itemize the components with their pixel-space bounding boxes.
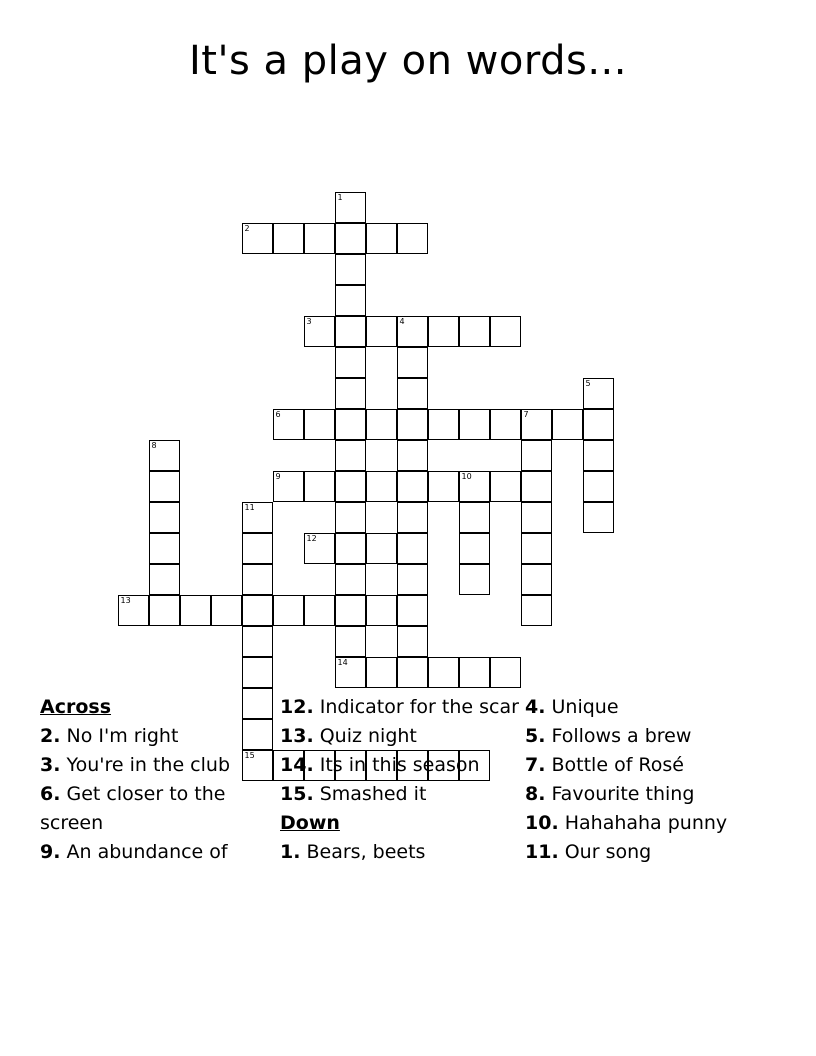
crossword-cell[interactable] (149, 440, 180, 471)
crossword-cell[interactable] (459, 471, 490, 502)
clue-number: 4. (525, 696, 546, 718)
crossword-cell[interactable] (521, 595, 552, 626)
clue-text: Hahahaha punny (564, 812, 728, 834)
crossword-cell[interactable] (149, 564, 180, 595)
clue-down-4 (525, 693, 775, 722)
crossword-cell[interactable] (273, 595, 304, 626)
crossword-cell[interactable] (428, 409, 459, 440)
crossword-cell[interactable] (335, 471, 366, 502)
crossword-cell[interactable] (335, 347, 366, 378)
clue-number: 13. (280, 725, 314, 747)
crossword-cell[interactable] (397, 316, 428, 347)
crossword-cell[interactable] (366, 657, 397, 688)
clue-text: Its in this season (319, 754, 480, 776)
clue-down-1 (280, 838, 525, 867)
crossword-cell[interactable] (521, 533, 552, 564)
cell-number: 6 (275, 410, 281, 419)
crossword-cell[interactable] (304, 471, 335, 502)
clue-number: 11. (525, 841, 559, 863)
crossword-cell[interactable] (397, 409, 428, 440)
crossword-cell[interactable] (583, 409, 614, 440)
crossword-cell[interactable] (366, 223, 397, 254)
crossword-cell[interactable] (304, 316, 335, 347)
crossword-cell[interactable] (521, 564, 552, 595)
crossword-cell[interactable] (335, 564, 366, 595)
clue-text: Bottle of Rosé (551, 754, 684, 776)
clue-number: 7. (525, 754, 546, 776)
crossword-cell[interactable] (242, 533, 273, 564)
crossword-cell[interactable] (335, 409, 366, 440)
crossword-cell[interactable] (335, 285, 366, 316)
crossword-cell[interactable] (428, 471, 459, 502)
crossword-cell[interactable] (397, 378, 428, 409)
crossword-cell[interactable] (149, 533, 180, 564)
crossword-cell[interactable] (149, 471, 180, 502)
clue-text: An abundance of (66, 841, 228, 863)
crossword-cell[interactable] (273, 471, 304, 502)
crossword-cell[interactable] (242, 502, 273, 533)
crossword-cell[interactable] (242, 626, 273, 657)
cell-number: 7 (523, 410, 529, 419)
crossword-cell[interactable] (490, 471, 521, 502)
crossword-cell[interactable] (552, 409, 583, 440)
page-title: It's a play on words... (188, 38, 627, 84)
crossword-cell[interactable] (304, 409, 335, 440)
crossword-cell[interactable] (242, 564, 273, 595)
crossword-cell[interactable] (273, 409, 304, 440)
crossword-cell[interactable] (583, 440, 614, 471)
clues-column-3 (525, 693, 775, 867)
crossword-cell[interactable] (335, 440, 366, 471)
clue-text: You're in the club (66, 754, 231, 776)
clue-text: Favourite thing (551, 783, 695, 805)
crossword-cell[interactable] (304, 533, 335, 564)
clue-across-15 (280, 780, 525, 809)
crossword-cell[interactable] (366, 409, 397, 440)
clue-number: 8. (525, 783, 546, 805)
crossword-cell[interactable] (180, 595, 211, 626)
crossword-cell[interactable] (428, 657, 459, 688)
cell-number: 13 (120, 596, 131, 605)
crossword-cell[interactable] (397, 347, 428, 378)
clue-number: 14. (280, 754, 314, 776)
crossword-cell[interactable] (583, 502, 614, 533)
crossword-cell[interactable] (521, 471, 552, 502)
across-heading: Across (40, 696, 112, 718)
crossword-cell[interactable] (335, 192, 366, 223)
crossword-cell[interactable] (397, 223, 428, 254)
cell-number: 5 (585, 379, 591, 388)
crossword-cell[interactable] (459, 316, 490, 347)
clue-text: Follows a brew (551, 725, 692, 747)
clues-section (0, 693, 816, 867)
crossword-cell[interactable] (521, 502, 552, 533)
clue-text: No I'm right (66, 725, 179, 747)
crossword-cell[interactable] (149, 502, 180, 533)
crossword-cell[interactable] (428, 316, 459, 347)
cell-number: 11 (244, 503, 255, 512)
crossword-cell[interactable] (397, 626, 428, 657)
crossword-cell[interactable] (273, 223, 304, 254)
clue-across-13 (280, 722, 525, 751)
cell-number: 15 (244, 751, 255, 760)
clue-number: 5. (525, 725, 546, 747)
cell-number: 12 (306, 534, 317, 543)
clue-number: 15. (280, 783, 314, 805)
crossword-cell[interactable] (459, 533, 490, 564)
clue-text: Indicator for the scar (319, 696, 519, 718)
crossword-cell[interactable] (335, 254, 366, 285)
clue-down-11 (525, 838, 775, 867)
clue-across-12 (280, 693, 525, 722)
crossword-cell[interactable] (335, 223, 366, 254)
crossword-cell[interactable] (242, 595, 273, 626)
crossword-cell[interactable] (304, 223, 335, 254)
clue-number: 6. (40, 783, 61, 805)
clue-text: Bears, beets (306, 841, 426, 863)
clue-across-3 (40, 751, 280, 780)
cell-number: 8 (151, 441, 157, 450)
crossword-cell[interactable] (490, 657, 521, 688)
clue-text: Get closer to the screen (40, 783, 226, 834)
clue-text: Unique (551, 696, 619, 718)
clue-down-10 (525, 809, 775, 838)
crossword-cell[interactable] (397, 564, 428, 595)
crossword-cell[interactable] (459, 502, 490, 533)
clue-text: Our song (564, 841, 652, 863)
crossword-cell[interactable] (583, 471, 614, 502)
crossword-cell[interactable] (397, 533, 428, 564)
clues-column-1 (40, 693, 280, 867)
cell-number: 3 (306, 317, 312, 326)
crossword-cell[interactable] (304, 595, 335, 626)
crossword-cell[interactable] (583, 378, 614, 409)
crossword-cell[interactable] (397, 440, 428, 471)
crossword-cell[interactable] (335, 657, 366, 688)
clue-across-6 (40, 780, 280, 838)
clue-down-8 (525, 780, 775, 809)
crossword-cell[interactable] (118, 595, 149, 626)
crossword-cell[interactable] (490, 316, 521, 347)
clue-across-9 (40, 838, 280, 867)
clue-down-5 (525, 722, 775, 751)
crossword-cell[interactable] (459, 409, 490, 440)
crossword-cell[interactable] (335, 502, 366, 533)
cell-number: 9 (275, 472, 281, 481)
crossword-cell[interactable] (242, 657, 273, 688)
crossword-cell[interactable] (397, 502, 428, 533)
crossword-cell[interactable] (335, 595, 366, 626)
crossword-cell[interactable] (490, 409, 521, 440)
crossword-cell[interactable] (459, 657, 490, 688)
crossword-cell[interactable] (149, 595, 180, 626)
clue-text: Smashed it (319, 783, 427, 805)
crossword-cell[interactable] (242, 223, 273, 254)
clues-column-2 (280, 693, 525, 867)
crossword-cell[interactable] (521, 409, 552, 440)
crossword-cell[interactable] (366, 533, 397, 564)
clue-number: 3. (40, 754, 61, 776)
crossword-cell[interactable] (459, 564, 490, 595)
crossword-cell[interactable] (366, 471, 397, 502)
clue-number: 10. (525, 812, 559, 834)
crossword-cell[interactable] (397, 657, 428, 688)
cell-number: 2 (244, 224, 250, 233)
clue-number: 2. (40, 725, 61, 747)
crossword-cell[interactable] (366, 595, 397, 626)
crossword-cell[interactable] (521, 440, 552, 471)
crossword-cell[interactable] (335, 378, 366, 409)
down-heading: Down (280, 812, 340, 834)
clue-across-14 (280, 751, 525, 780)
clue-down-7 (525, 751, 775, 780)
crossword-cell[interactable] (366, 316, 397, 347)
cell-number: 4 (399, 317, 405, 326)
clue-number: 12. (280, 696, 314, 718)
crossword-cell[interactable] (397, 595, 428, 626)
clue-across-2 (40, 722, 280, 751)
clue-text: Quiz night (319, 725, 417, 747)
crossword-cell[interactable] (211, 595, 242, 626)
crossword-cell[interactable] (397, 471, 428, 502)
cell-number: 1 (337, 193, 343, 202)
cell-number: 10 (461, 472, 472, 481)
cell-number: 14 (337, 658, 348, 667)
clue-number: 9. (40, 841, 61, 863)
crossword-cell[interactable] (335, 316, 366, 347)
crossword-cell[interactable] (335, 626, 366, 657)
clue-number: 1. (280, 841, 301, 863)
crossword-cell[interactable] (335, 533, 366, 564)
